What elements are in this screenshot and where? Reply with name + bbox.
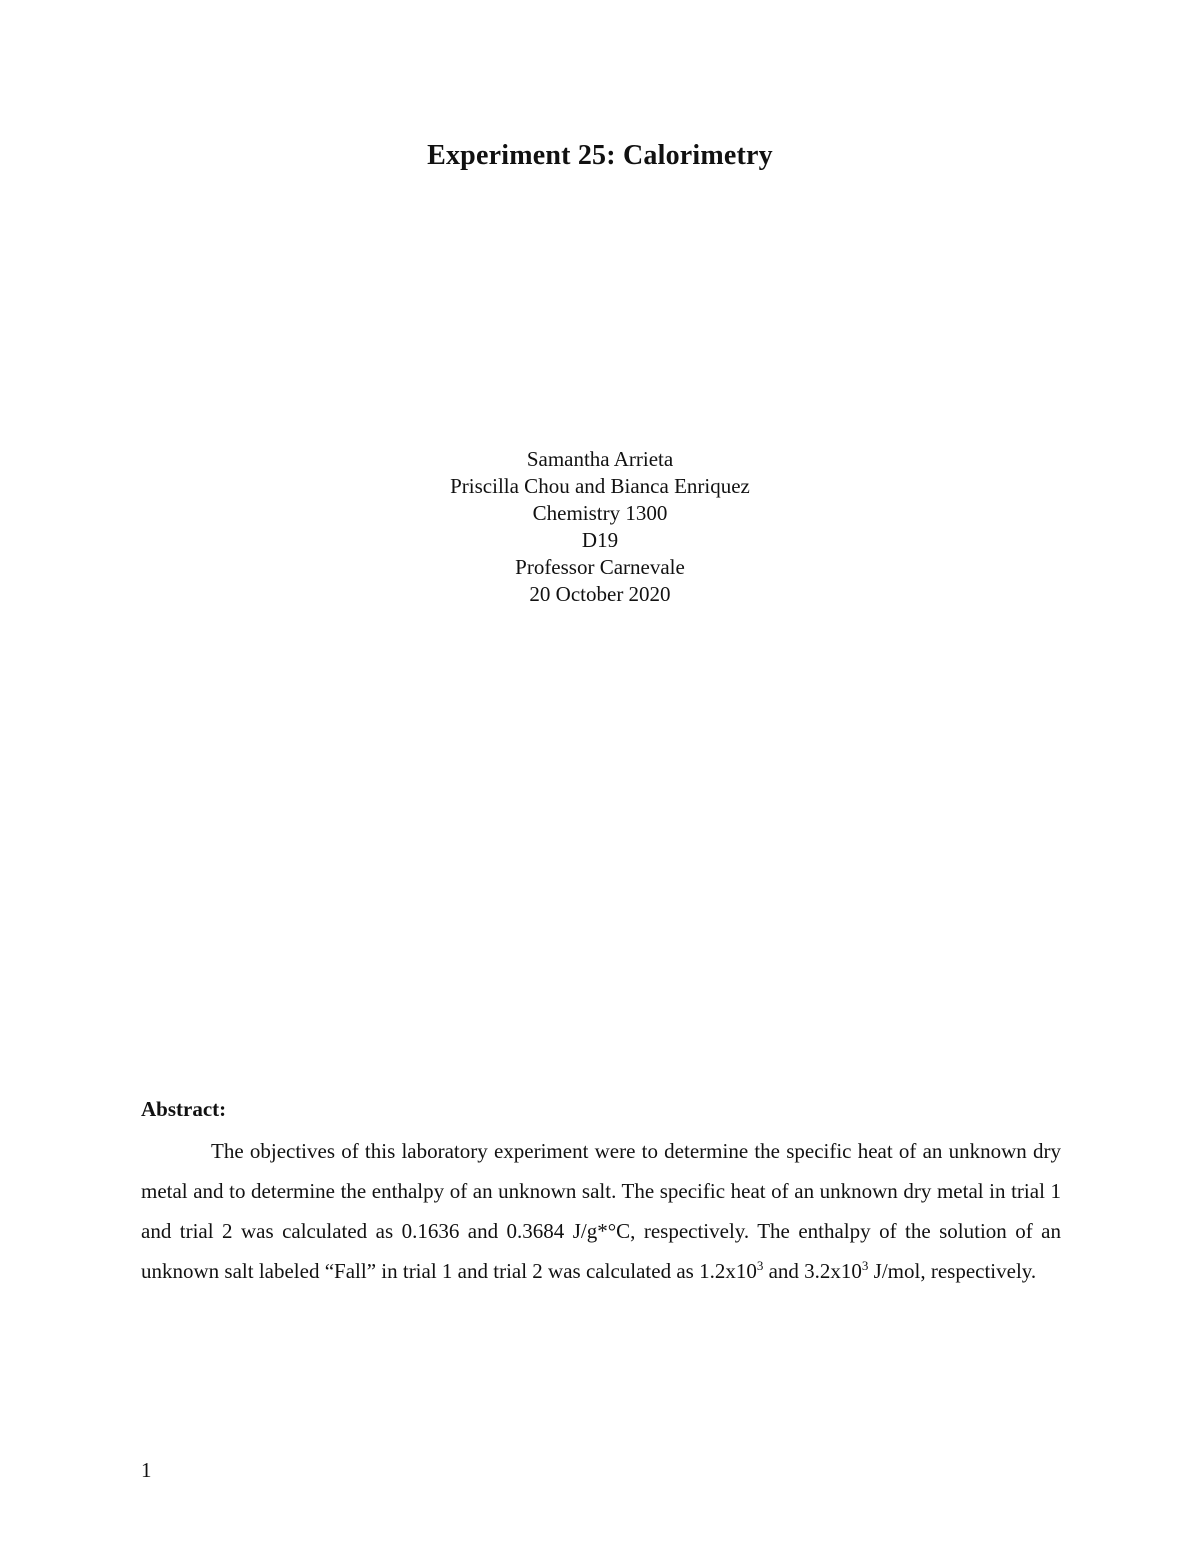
report-date: 20 October 2020 bbox=[529, 582, 671, 606]
page-number: 1 bbox=[141, 1458, 152, 1482]
exponent-1: 3 bbox=[756, 1258, 764, 1273]
abstract-text-main: The objectives of this laboratory experiment were to determine the specific heat of an unknown dry metal and to determine the enthalpy of an unknown salt. The specific heat of an unknown dry metal in trial 1 and trial 2 was calculated as 0.1636 and 0.3684 J/g*°C, respectively. The enthalpy of the solution of an unknown salt labeled “Fall” in trial 1 and trial 2 was calculated as 1.2x10 bbox=[141, 1139, 1061, 1283]
author-name: Samantha Arrieta bbox=[526, 447, 674, 471]
exponent-2: 3 bbox=[861, 1258, 869, 1273]
author-block bbox=[0, 446, 1200, 608]
section-code: D19 bbox=[581, 528, 619, 552]
report-title: Experiment 25: Calorimetry bbox=[427, 140, 773, 171]
professor-name: Professor Carnevale bbox=[515, 555, 685, 579]
abstract-text-end: J/mol, respectively. bbox=[868, 1259, 1037, 1283]
course-name: Chemistry 1300 bbox=[532, 501, 668, 525]
lab-partners: Priscilla Chou and Bianca Enriquez bbox=[450, 474, 750, 498]
abstract-paragraph bbox=[141, 1131, 1061, 1291]
abstract-heading: Abstract: bbox=[141, 1097, 227, 1121]
abstract-text-mid: and 3.2x10 bbox=[763, 1259, 862, 1283]
